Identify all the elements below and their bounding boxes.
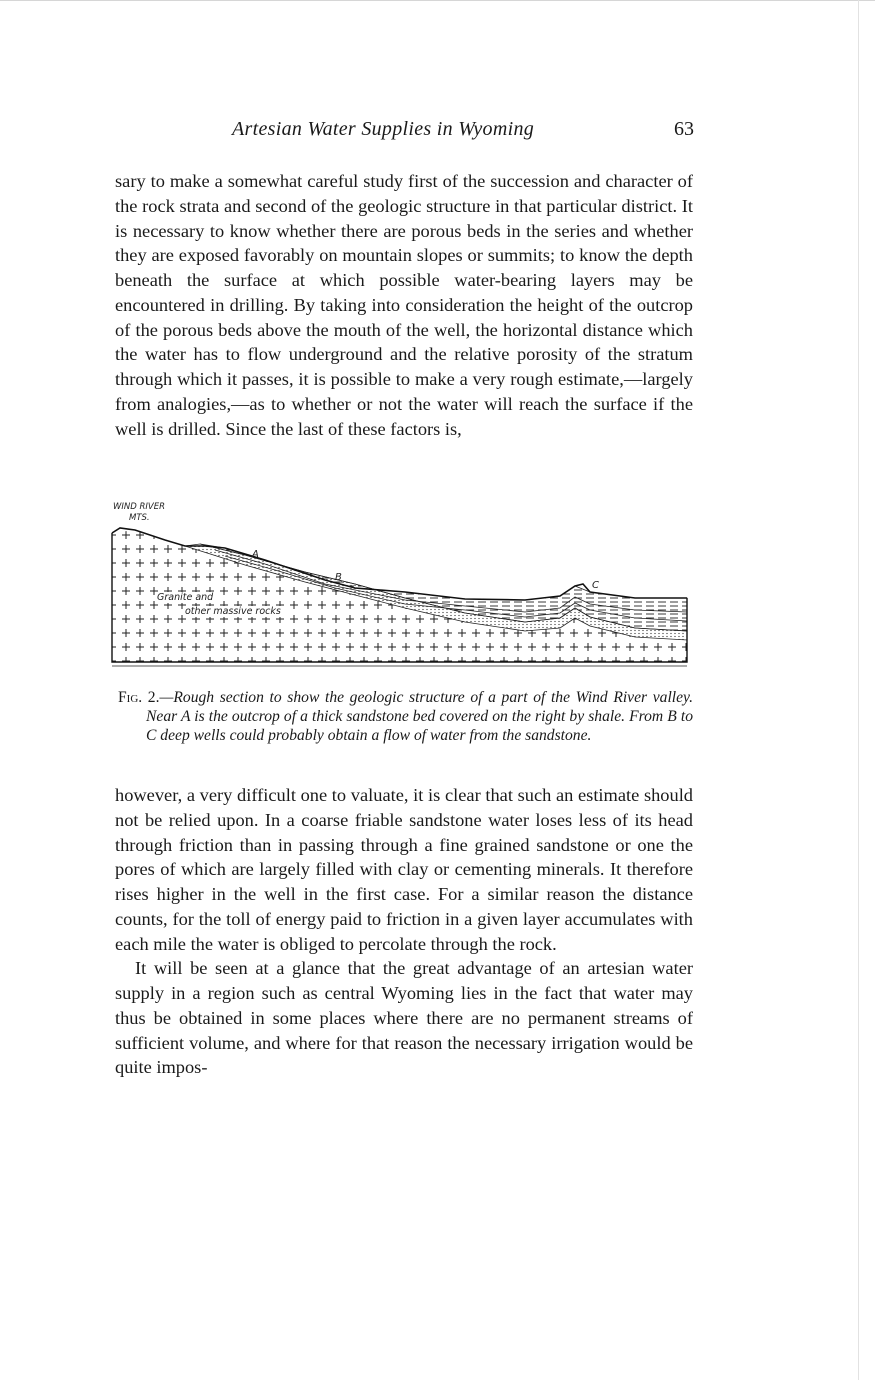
running-title: Artesian Water Supplies in Wyoming [232, 118, 535, 140]
figure-caption [118, 688, 693, 746]
label-point-a: A [252, 549, 259, 560]
label-rock-line2: other massive rocks [185, 606, 281, 617]
body-text-after-figure [115, 783, 693, 1080]
page-top-rule [0, 0, 875, 2]
geologic-section-figure [105, 500, 695, 675]
body-text-before-figure [115, 169, 693, 441]
geologic-section-diagram [105, 500, 695, 675]
page-number: 63 [674, 118, 694, 140]
label-mountains-line2: MTS. [129, 513, 150, 523]
page-edge-shadow [858, 0, 859, 1380]
paragraph: sary to make a somewhat careful study first of the succession and character of the rock strata and second of the geologic structure in that particular district. It is necessary to know whether there are porous beds in the series and whether they are exposed favorably on mountain slopes or summits; to know the depth beneath the surface at which possible water-bearing layers may be encountered in drilling. By taking into consideration the height of the outcrop of the porous beds above the mouth of the well, the horizontal distance which the water has to flow underground and the relative porosity of the stratum through which it passes, it is possible to make a very rough estimate,—largely from analogies,—as to whether or not the water will reach the surface if the well is drilled. Since the last of these factors is, [115, 171, 693, 439]
label-mountains-line1: WIND RIVER [113, 502, 166, 512]
figure-number: Fig. 2. [118, 689, 160, 706]
caption-text: —Rough section to show the geologic structure of a part of the Wind River valley. Near A is the outcrop of a thick sandstone bed covered on the right by shale. From B to C deep wells could probably obtain a flow of water from the sandstone. [146, 689, 693, 745]
paragraph: It will be seen at a glance that the great advantage of an artesian water supply in a region such as central Wyoming lies in the fact that water may thus be obtained in some places where there are no permanent streams of sufficient volume, and where for that reason the necessary irrigation would be quite impos- [115, 958, 693, 1078]
label-point-b: B [335, 572, 342, 583]
label-rock-line1: Granite and [157, 592, 214, 603]
running-head [112, 118, 694, 144]
paragraph: however, a very difficult one to valuate, it is clear that such an estimate should not be relied upon. In a coarse friable sandstone water loses less of its head through friction than in passing through a fine grained sandstone or one the pores of which are largely filled with clay or cementing minerals. It therefore rises higher in the well in the first case. For a similar reason the distance counts, for the toll of energy paid to friction in a given layer accumulates with each mile the water is obliged to percolate through the rock. [115, 785, 693, 954]
label-point-c: C [592, 580, 599, 591]
